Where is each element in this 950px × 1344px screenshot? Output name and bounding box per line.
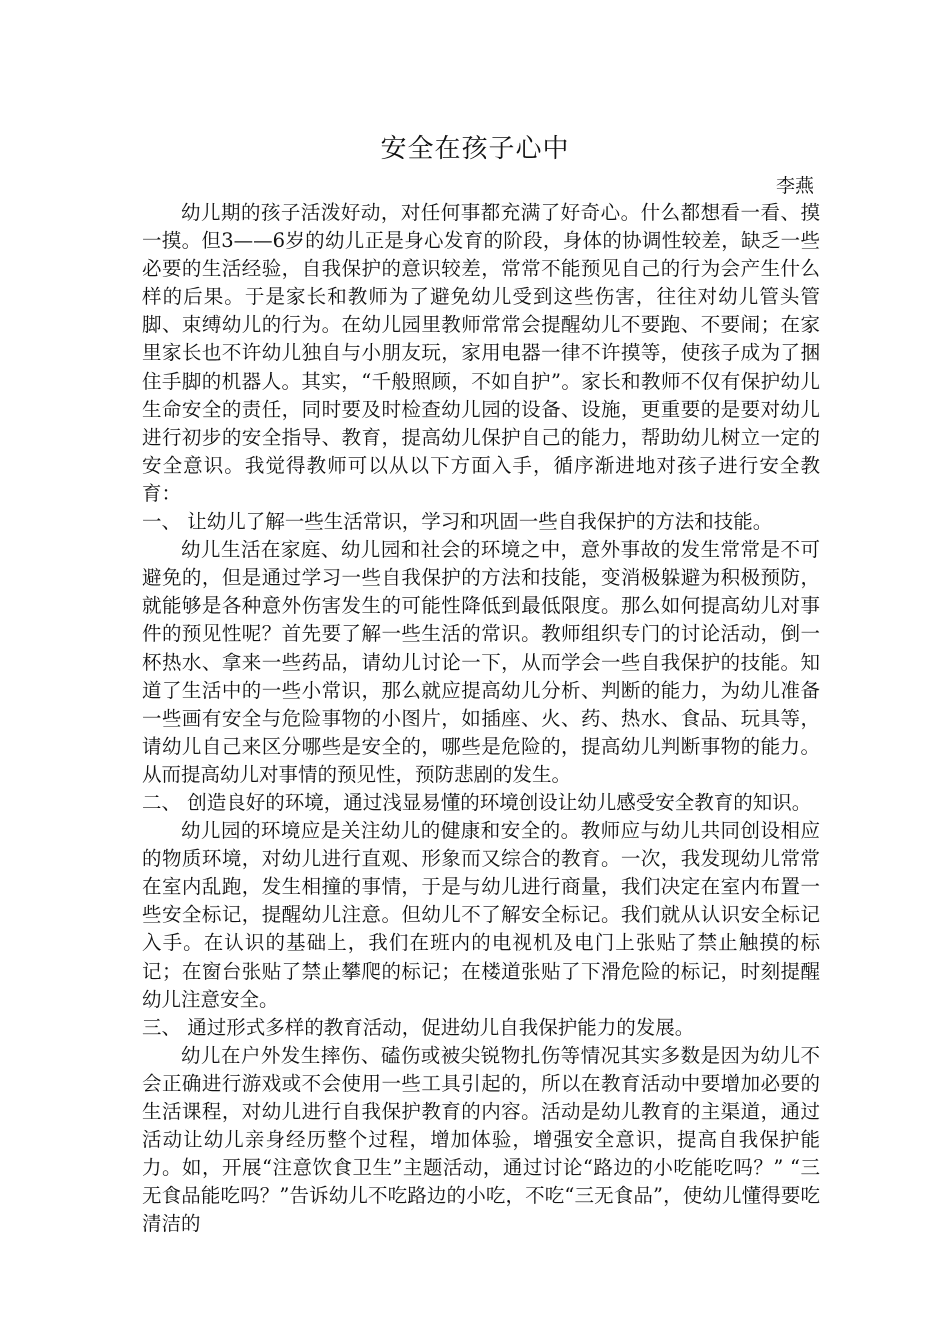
section-heading-2: 二、 创造良好的环境，通过浅显易懂的环境创设让幼儿感受安全教育的知识。 bbox=[142, 790, 812, 814]
section-heading-1: 一、 让幼儿了解一些生活常识，学习和巩固一些自我保护的方法和技能。 bbox=[142, 510, 773, 534]
paragraph-section-1: 幼儿生活在家庭、幼儿园和社会的环境之中，意外事故的发生常常是不可避免的，但是通过学习一些自我保护的方法和技能，变消极躲避为积极预防，就能够是各种意外伤害发生的可能性降低到最低限度。那么如何提高幼儿对事件的预见性呢？首先要了解一些生活的常识。教师组织专门的讨论活动，倒一杯热水、拿来一些药品，请幼儿讨论一下，从而学会一些自我保护的技能。知道了生活中的一些小常识，那么就应提高幼儿分析、判断的能力，为幼儿准备一些画有安全与危险事物的小图片，如插座、火、药、热水、食品、玩具等，请幼儿自己来区分哪些是安全的，哪些是危险的，提高幼儿判断事物的能力。从而提高幼儿对事情的预见性，预防悲剧的发生。 bbox=[142, 538, 820, 786]
author-name: 李燕 bbox=[775, 175, 814, 197]
document-title: 安全在孩子心中 bbox=[380, 134, 570, 164]
paragraph-section-2: 幼儿园的环境应是关注幼儿的健康和安全的。教师应与幼儿共同创设相应的物质环境，对幼儿进行直观、形象而又综合的教育。一次，我发现幼儿常常在室内乱跑，发生相撞的事情，于是与幼儿进行商量，我们决定在室内布置一些安全标记，提醒幼儿注意。但幼儿不了解安全标记。我们就从认识安全标记入手。在认识的基础上，我们在班内的电视机及电门上张贴了禁止触摸的标记；在窗台张贴了禁止攀爬的标记；在楼道张贴了下滑危险的标记，时刻提醒幼儿注意安全。 bbox=[142, 819, 820, 1011]
paragraph-section-3: 幼儿在户外发生摔伤、磕伤或被尖锐物扎伤等情况其实多数是因为幼儿不会正确进行游戏或不会使用一些工具引起的，所以在教育活动中要增加必要的生活课程，对幼儿进行自我保护教育的内容。活动是幼儿教育的主渠道，通过活动让幼儿亲身经历整个过程，增加体验，增强安全意识，提高自我保护能力。如，开展“注意饮食卫生”主题活动，通过讨论“路边的小吃能吃吗？” “三无食品能吃吗？”告诉幼儿不吃路边的小吃，不吃“三无食品”，使幼儿懂得要吃清洁的 bbox=[142, 1043, 820, 1236]
section-heading-3: 三、 通过形式多样的教育活动，促进幼儿自我保护能力的发展。 bbox=[142, 1015, 695, 1039]
document-body bbox=[142, 199, 820, 1238]
paragraph-intro: 幼儿期的孩子活泼好动，对任何事都充满了好奇心。什么都想看一看、摸一摸。但3——6岁的幼儿正是身心发育的阶段，身体的协调性较差，缺乏一些必要的生活经验，自我保护的意识较差，常常不能预见自己的行为会产生什么样的后果。于是家长和教师为了避免幼儿受到这些伤害，往往对幼儿管头管脚、束缚幼儿的行为。在幼儿园里教师常常会提醒幼儿不要跑、不要闹；在家里家长也不许幼儿独自与小朋友玩，家用电器一律不许摸等，使孩子成为了捆住手脚的机器人。其实，“千般照顾，不如自护”。家长和教师不仅有保护幼儿生命安全的责任，同时要及时检查幼儿园的设备、设施，更重要的是要对幼儿进行初步的安全指导、教育，提高幼儿保护自己的能力，帮助幼儿树立一定的安全意识。我觉得教师可以从以下方面入手，循序渐进地对孩子进行安全教育： bbox=[142, 201, 820, 505]
